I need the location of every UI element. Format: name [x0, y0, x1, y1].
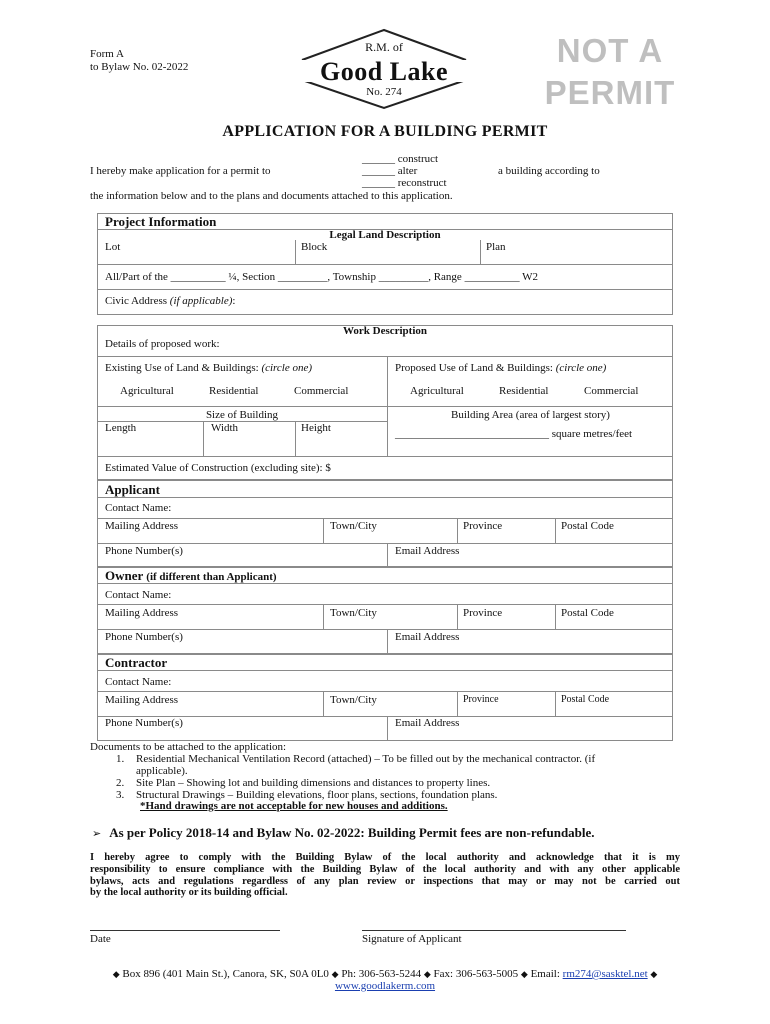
owner-email-label: Email Address — [395, 631, 460, 643]
logo-top-text: R.M. of — [365, 40, 403, 54]
width-label: Width — [211, 422, 239, 434]
contractor-town-label: Town/City — [330, 694, 377, 706]
watermark-line1: NOT A — [556, 32, 664, 69]
applicant-town-label: Town/City — [330, 520, 377, 532]
height-label: Height — [301, 422, 331, 434]
hand-drawing-note: *Hand drawings are not acceptable for new houses and additions. — [140, 800, 448, 812]
document-1-text: Residential Mechanical Ventilation Record (attached) – To be filled out by the mechanical contractor. (if — [136, 753, 596, 765]
existing-commercial[interactable]: Commercial — [294, 385, 349, 397]
intro-lead: I hereby make application for a permit to — [90, 165, 271, 177]
existing-use-label: Existing Use of Land & Buildings: (circle one) — [105, 362, 313, 374]
diamond-bullet-icon: ◆ — [650, 970, 658, 980]
owner-town-label: Town/City — [330, 607, 377, 619]
applicant-province-label: Province — [463, 520, 503, 532]
applicant-contact-label: Contact Name: — [105, 502, 172, 514]
documents-heading: Documents to be attached to the application: — [90, 741, 287, 753]
estimated-value-label: Estimated Value of Construction (excluding site): $ — [105, 462, 331, 474]
arrow-bullet-icon: ➢ — [92, 827, 102, 840]
proposed-residential[interactable]: Residential — [499, 385, 549, 397]
contractor-email-label: Email Address — [395, 717, 460, 729]
agreement-line-4: by the local authority or its building official. — [90, 887, 288, 899]
contractor-province-label: Province — [463, 694, 499, 705]
contractor-phone-label: Phone Number(s) — [105, 717, 183, 729]
contractor-postal-label: Postal Code — [561, 694, 610, 705]
owner-phone-label: Phone Number(s) — [105, 631, 183, 643]
document-2-text: Site Plan – Showing lot and building dimensions and distances to property lines. — [136, 777, 491, 789]
agreement-line-3: bylaws, acts and regulations regardless of any plan review or inspections that may or may not be carried out — [90, 875, 680, 887]
length-label: Length — [105, 422, 137, 434]
contractor-heading: Contractor — [105, 655, 168, 670]
policy-notice: ➢ As per Policy 2018-14 and Bylaw No. 02-2022: Building Permit fees are non-refundable. — [92, 825, 595, 840]
proposed-use-label: Proposed Use of Land & Buildings: (circle one) — [395, 362, 607, 374]
intro-line2: the information below and to the plans and documents attached to this application. — [90, 190, 453, 202]
intro-option-construct: ______ construct — [362, 153, 439, 165]
document-2-number: 2. — [116, 777, 125, 789]
existing-residential[interactable]: Residential — [209, 385, 259, 397]
size-heading: Size of Building — [205, 409, 279, 421]
applicant-phone-label: Phone Number(s) — [105, 545, 183, 557]
part-quarter-line: All/Part of the __________ ¼, Section _________, Township _________, Range __________ W2 — [105, 271, 538, 283]
diamond-bullet-icon: ◆ — [520, 970, 528, 980]
document-3-number: 3. — [116, 789, 125, 801]
document-1-number: 1. — [116, 753, 125, 765]
document-1-cont: applicable). — [136, 765, 188, 777]
owner-postal-label: Postal Code — [561, 607, 614, 619]
block-label: Block — [301, 241, 328, 253]
logo-bottom-text: No. 274 — [366, 86, 402, 98]
project-heading: Project Information — [105, 214, 217, 229]
signature-input-line[interactable] — [362, 930, 626, 931]
date-label: Date — [90, 933, 111, 945]
bylaw-label: to Bylaw No. 02-2022 — [90, 61, 189, 73]
applicant-heading: Applicant — [105, 482, 160, 497]
diamond-bullet-icon: ◆ — [331, 970, 339, 980]
plan-label: Plan — [486, 241, 506, 253]
intro-tail: a building according to — [498, 165, 600, 177]
lot-label: Lot — [105, 241, 121, 253]
owner-contact-label: Contact Name: — [105, 589, 172, 601]
intro-option-reconstruct: ______ reconstruct — [362, 177, 447, 189]
area-input[interactable]: ____________________________ square metres/feet — [395, 428, 633, 440]
footer-email-link[interactable]: rm274@sasktel.net — [562, 968, 648, 980]
date-input-line[interactable] — [90, 930, 280, 931]
document-3-text: Structural Drawings – Building elevations, floor plans, sections, foundation plans. — [136, 789, 498, 801]
diamond-bullet-icon: ◆ — [423, 970, 431, 980]
intro-option-alter: ______ alter — [362, 165, 418, 177]
agreement-text — [90, 852, 680, 899]
civic-address-label: Civic Address (if applicable): — [105, 295, 236, 307]
area-heading: Building Area (area of largest story) — [451, 409, 610, 421]
diamond-bullet-icon: ◆ — [112, 970, 120, 980]
details-label: Details of proposed work: — [105, 338, 220, 350]
legal-land-heading: Legal Land Description — [329, 229, 441, 241]
footer-website-link[interactable]: www.goodlakerm.com — [334, 980, 436, 992]
signature-label: Signature of Applicant — [362, 933, 462, 945]
rm-logo — [296, 28, 472, 110]
form-label: Form A — [90, 48, 124, 60]
watermark-line2: PERMIT — [544, 74, 676, 111]
owner-province-label: Province — [463, 607, 503, 619]
applicant-email-label: Email Address — [395, 545, 460, 557]
proposed-commercial[interactable]: Commercial — [584, 385, 639, 397]
agreement-line-2: responsibility to ensure compliance with the Building Bylaw of the local authority and with any other applicable — [90, 863, 680, 875]
proposed-agricultural[interactable]: Agricultural — [410, 385, 464, 397]
logo-main-text: Good Lake — [319, 57, 449, 86]
work-heading: Work Description — [342, 325, 428, 337]
owner-heading: Owner (if different than Applicant) — [105, 568, 277, 583]
page-title: APPLICATION FOR A BUILDING PERMIT — [222, 123, 548, 140]
footer-contact: ◆ Box 896 (401 Main St.), Canora, SK, S0A 0L0 ◆ Ph: 306-563-5244 ◆ Fax: 306-563-5005 ◆ Email: rm274@sasktel.net ◆ — [112, 968, 658, 980]
contractor-contact-label: Contact Name: — [105, 676, 172, 688]
applicant-postal-label: Postal Code — [561, 520, 614, 532]
existing-agricultural[interactable]: Agricultural — [120, 385, 174, 397]
owner-mailing-label: Mailing Address — [105, 607, 179, 619]
agreement-line-1: I hereby agree to comply with the Building Bylaw of the local authority and acknowledge that it is my — [90, 852, 680, 863]
contractor-mailing-label: Mailing Address — [105, 694, 179, 706]
applicant-mailing-label: Mailing Address — [105, 520, 179, 532]
